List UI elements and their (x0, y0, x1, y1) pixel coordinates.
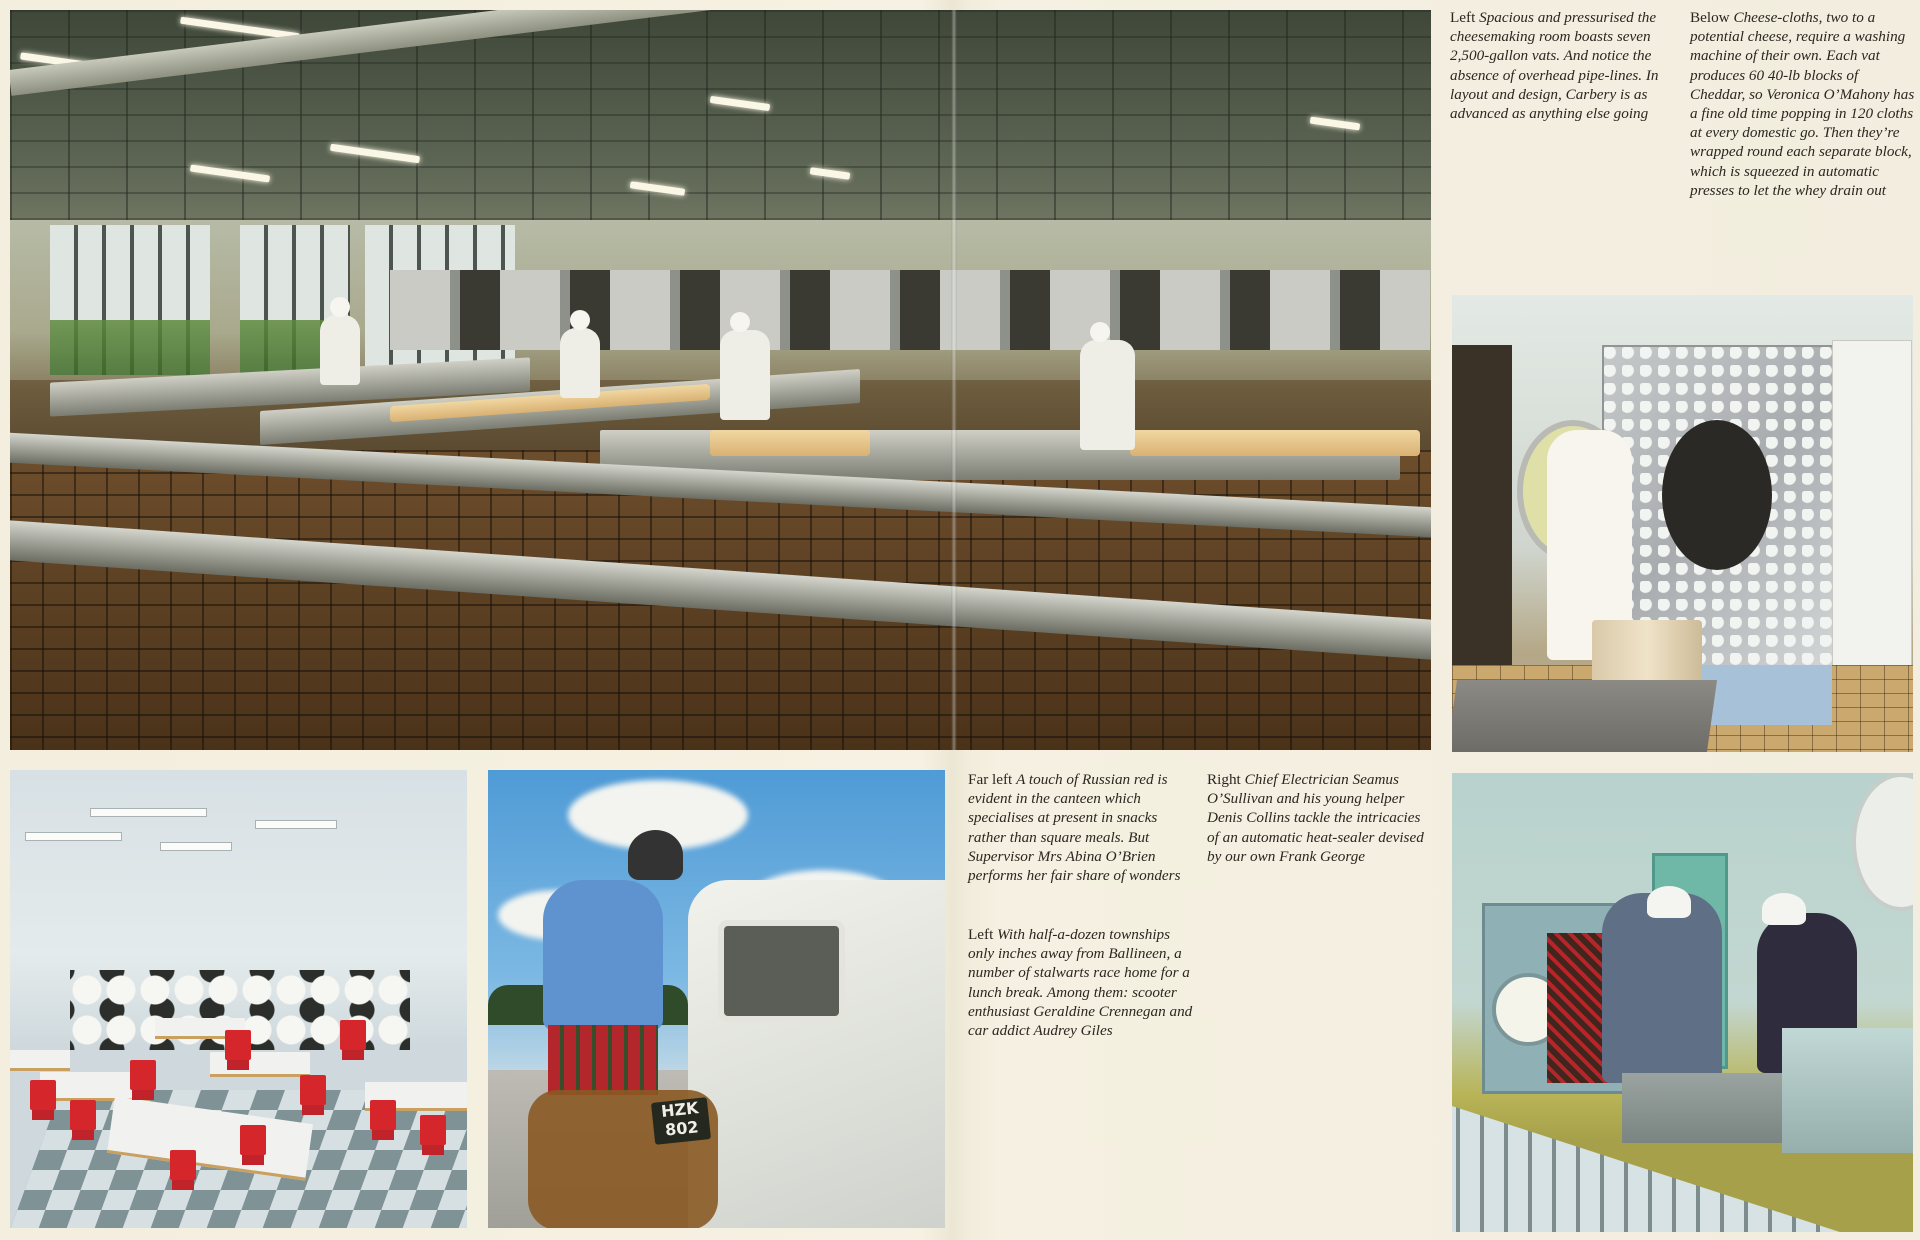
window (50, 225, 210, 375)
red-chair (30, 1080, 56, 1110)
caption-cheesemaking-room (1450, 8, 1690, 123)
ceiling-lamp (90, 808, 207, 817)
cheese-curd (710, 430, 870, 456)
caption-lead: Below (1690, 9, 1730, 26)
worker (320, 315, 360, 385)
caption-body: A touch of Russian red is evident in the canteen which specialises at present in snacks rather than square meals. But Supervisor Mrs Abina O’Brien performs her fair share of wonders (968, 771, 1181, 885)
caption-lead: Left (968, 926, 994, 943)
caption-lead: Left (1450, 9, 1476, 26)
tartan-skirt (548, 1025, 658, 1095)
worker (560, 328, 600, 398)
red-chair (225, 1030, 251, 1060)
caption-lead: Right (1207, 771, 1241, 788)
ceiling-lamp (255, 820, 337, 829)
red-chair (300, 1075, 326, 1105)
cheesemaking-room-photo (10, 10, 1431, 750)
rider-geraldine (543, 880, 663, 1030)
red-chair (420, 1115, 446, 1145)
car-window-driver-audrey (718, 920, 845, 1022)
helmet (628, 830, 683, 880)
cheese-vats (390, 270, 1430, 350)
red-chair (340, 1020, 366, 1050)
ceiling-lamp (160, 842, 232, 851)
cheese-curd (1130, 430, 1420, 456)
heat-sealer-housing (1782, 1028, 1913, 1153)
caption-scooter (968, 925, 1198, 1040)
doorway (1452, 345, 1512, 665)
license-plate (651, 1097, 711, 1145)
caption-electricians (1207, 770, 1432, 866)
red-chair (170, 1150, 196, 1180)
worker (1080, 340, 1135, 450)
worktable (1452, 680, 1717, 752)
white-cap (1647, 886, 1691, 918)
machine-side-panel (1832, 340, 1912, 692)
washing-machine-photo (1452, 295, 1913, 752)
electricians-photo (1452, 773, 1913, 1232)
plate-line-1: HZK (660, 1098, 700, 1121)
table (10, 1050, 70, 1071)
caption-body: Spacious and pressurised the cheesemaking room boasts seven 2,500-gallon vats. And notice the absence of overhead pipe-lines. In layout and design, Carbery is as advanced as anything else going (1450, 9, 1659, 123)
red-chair (240, 1125, 266, 1155)
page-fold (951, 10, 957, 750)
scooter-photo (488, 770, 945, 1228)
worker (720, 330, 770, 420)
caption-canteen (968, 770, 1198, 885)
white-cap (1762, 893, 1806, 925)
machine-drum (1662, 420, 1772, 570)
caption-body: With half-a-dozen townships only inches away from Ballineen, a number of stalwarts race home for a lunch break. Among them: scooter enthusiast Geraldine Crennegan and car addict Audrey Giles (968, 926, 1193, 1040)
electrician-seamus (1602, 893, 1722, 1083)
red-chair (370, 1100, 396, 1130)
caption-body: Cheese-cloths, two to a potential cheese, require a washing machine of their own. Each vat produces 60 40-lb blocks of Cheddar, so Veronica O’Mahony has a fine old time popping in 120 cloths at every domestic go. Then they’re wrapped round each separate block, which is squeezed in automatic presses to let the whey drain out (1690, 9, 1915, 199)
caption-lead: Far left (968, 771, 1013, 788)
caption-body: Chief Electrician Seamus O’Sullivan and his young helper Denis Collins tackle the intricacies of an automatic heat-sealer devised by our own Frank George (1207, 771, 1424, 865)
red-chair (70, 1100, 96, 1130)
canteen-photo (10, 770, 467, 1228)
red-chair (130, 1060, 156, 1090)
caption-washing-machine (1690, 8, 1915, 200)
plate-line-2: 802 (664, 1117, 700, 1140)
ceiling-lamp (25, 832, 122, 841)
